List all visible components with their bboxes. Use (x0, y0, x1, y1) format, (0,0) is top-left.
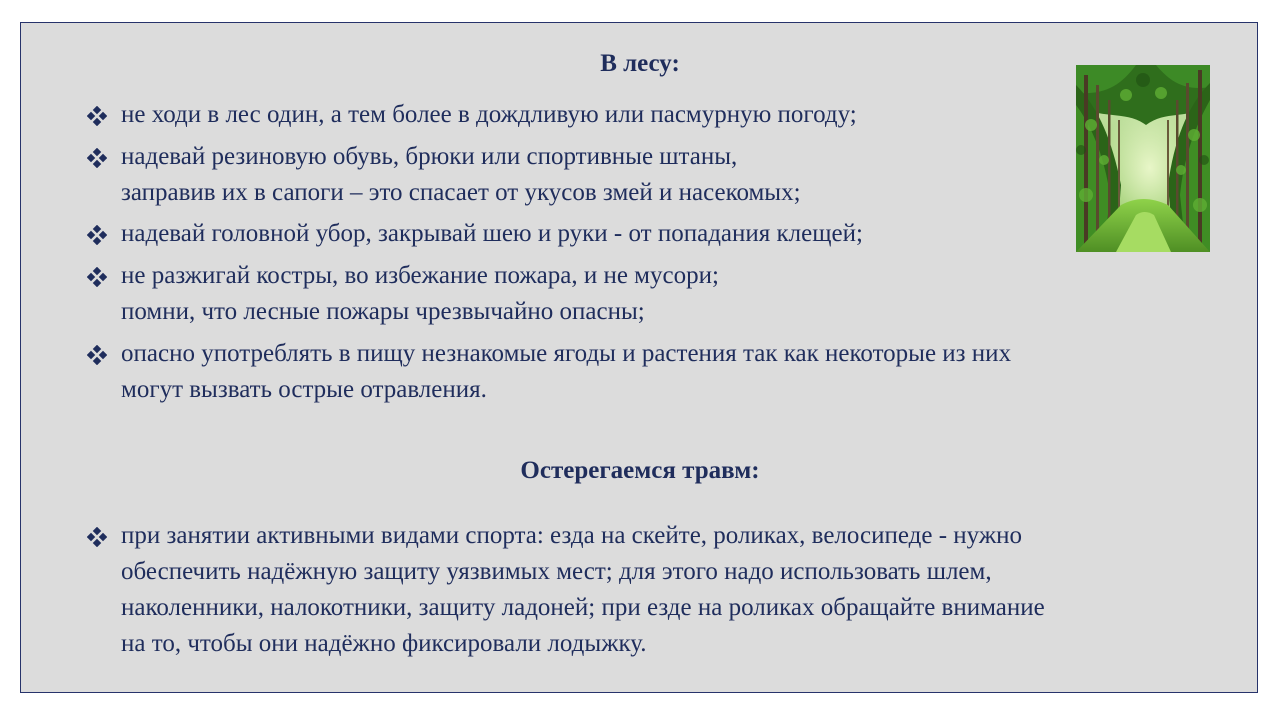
list-item-line: надевай головной убор, закрывай шею и руки - от попадания клещей; (121, 220, 863, 247)
list-item-line: обеспечить надёжную защиту уязвимых мест; для этого надо использовать шлем, (121, 558, 992, 585)
list-item-line: на то, чтобы они надёжно фиксировали лодыжку. (121, 630, 647, 657)
list-item-line: помни, что лесные пожары чрезвычайно опасны; (121, 298, 645, 325)
section-title-forest: В лесу: (600, 50, 680, 77)
list-item-line: могут вызвать острые отравления. (121, 376, 487, 403)
diamond-bullet-icon (87, 527, 107, 547)
list-item-line: при занятии активными видами спорта: езда на скейте, роликах, велосипеде - нужно (121, 522, 1022, 549)
list-item-line: не разжигай костры, во избежание пожара, и не мусори; (121, 262, 719, 289)
diamond-bullet-icon (87, 225, 107, 245)
list-item-line: опасно употреблять в пищу незнакомые ягоды и растения так как некоторые из них (121, 340, 1012, 367)
forest-path-image (1076, 65, 1210, 252)
list-item-line: наколенники, налокотники, защиту ладоней; при езде на роликах обращайте внимание (121, 594, 1045, 621)
diamond-bullet-icon (87, 106, 107, 126)
diamond-bullet-icon (87, 148, 107, 168)
diamond-bullet-icon (87, 267, 107, 287)
section-title-injuries: Остерегаемся травм: (520, 457, 760, 484)
list-item-line: заправив их в сапоги – это спасает от укусов змей и насекомых; (121, 179, 801, 206)
list-item-line: надевай резиновую обувь, брюки или спортивные штаны, (121, 143, 738, 170)
content-panel (20, 22, 1258, 693)
list-item-line: не ходи в лес один, а тем более в дождливую или пасмурную погоду; (121, 101, 857, 128)
diamond-bullet-icon (87, 345, 107, 365)
